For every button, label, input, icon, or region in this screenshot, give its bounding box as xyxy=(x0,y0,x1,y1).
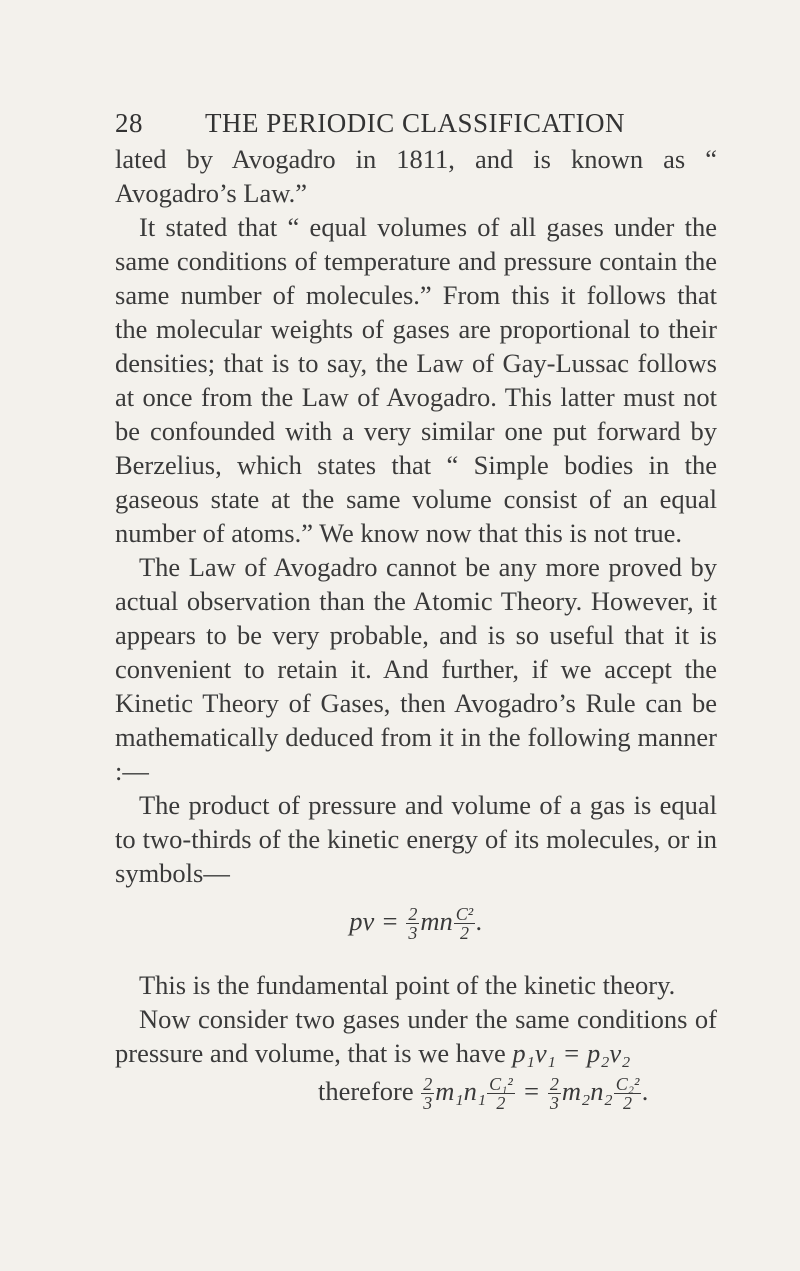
equation-therefore: therefore $\frac{2}{3}$ m₁n₁ $\frac{\text{C₁²}}{2}$ = $\frac{2}{3}$ m₂n₂ $\frac{\text{C₂²}}{2}$ . xyxy=(317,1074,649,1114)
therefore-word: therefore xyxy=(317,1076,414,1106)
fraction-denominator: 3 xyxy=(423,1093,433,1114)
fraction-numerator: C₁² xyxy=(489,1074,513,1095)
fraction-two-thirds xyxy=(406,905,419,942)
eq1-mn: mn xyxy=(420,906,453,936)
paragraph-6-text: Now consider two gases under the same conditions of pressure and volume, that is we have xyxy=(115,1004,717,1068)
fraction-two-thirds-right xyxy=(548,1075,561,1112)
fraction-denominator: 3 xyxy=(408,923,418,944)
page-number: 28 xyxy=(115,108,143,138)
paragraph-1: lated by Avogadro in 1811, and is known as “ Avogadro’s Law.” xyxy=(115,144,717,208)
equation-kinetic: pv = $\frac{2}{3}$ mn $\frac{\text{C²}}{2}$ . xyxy=(349,904,483,944)
fraction-numerator: 2 xyxy=(549,1074,559,1095)
fraction-denominator: 2 xyxy=(623,1093,633,1114)
running-title: THE PERIODIC CLASSIFICATION xyxy=(205,108,626,138)
paragraph-3: The Law of Avogadro cannot be any more proved by actual observation than the Atomic Theory. However, it appears to be very probable, and is so useful that it is convenient to retain it. And further, if we accept the Kinetic Theory of Gases, then Avogadro’s Rule can be mathematically deduced from it in the following manner :— xyxy=(115,552,717,786)
fraction-numerator: C₂² xyxy=(615,1074,640,1095)
fraction-c1-squared-half xyxy=(487,1075,515,1112)
inline-condition: p₁v₁ = p₂v₂ xyxy=(512,1038,631,1068)
fraction-denominator: 3 xyxy=(549,1093,559,1114)
fraction-numerator: C² xyxy=(455,904,474,925)
fraction-c-squared-half xyxy=(454,905,475,942)
paragraph-4: The product of pressure and volume of a gas is equal to two-thirds of the kinetic energy of its molecules, or in symbols— xyxy=(115,790,717,888)
paragraph-2: It stated that “ equal volumes of all gases under the same conditions of temperature and pressure contain the same number of molecules.” From this it follows that the molecular weights of gases are proportional to their densities; that is to say, the Law of Gay-Lussac follows at once from the Law of Avogadro. This latter must not be confounded with a very similar one put forward by Berzelius, which states that “ Simple bodies in the gaseous state at the same volume consist of an equal number of atoms.” We know now that this is not true. xyxy=(115,212,717,548)
paragraph-5: This is the fundamental point of the kinetic theory. xyxy=(139,970,676,1000)
fraction-c2-squared-half xyxy=(614,1075,642,1112)
fraction-denominator: 2 xyxy=(459,923,469,944)
fraction-two-thirds-left xyxy=(421,1075,434,1112)
fraction-numerator: 2 xyxy=(408,904,418,925)
fraction-numerator: 2 xyxy=(423,1074,433,1095)
fraction-denominator: 2 xyxy=(496,1093,506,1114)
eq1-lhs: pv xyxy=(349,906,375,936)
paragraph-6 xyxy=(115,1002,717,1070)
eq2-left-mn: m₁n₁ xyxy=(435,1076,487,1106)
page-header xyxy=(115,108,715,139)
eq2-right-mn: m₂n₂ xyxy=(561,1076,613,1106)
body-text xyxy=(115,142,717,1112)
